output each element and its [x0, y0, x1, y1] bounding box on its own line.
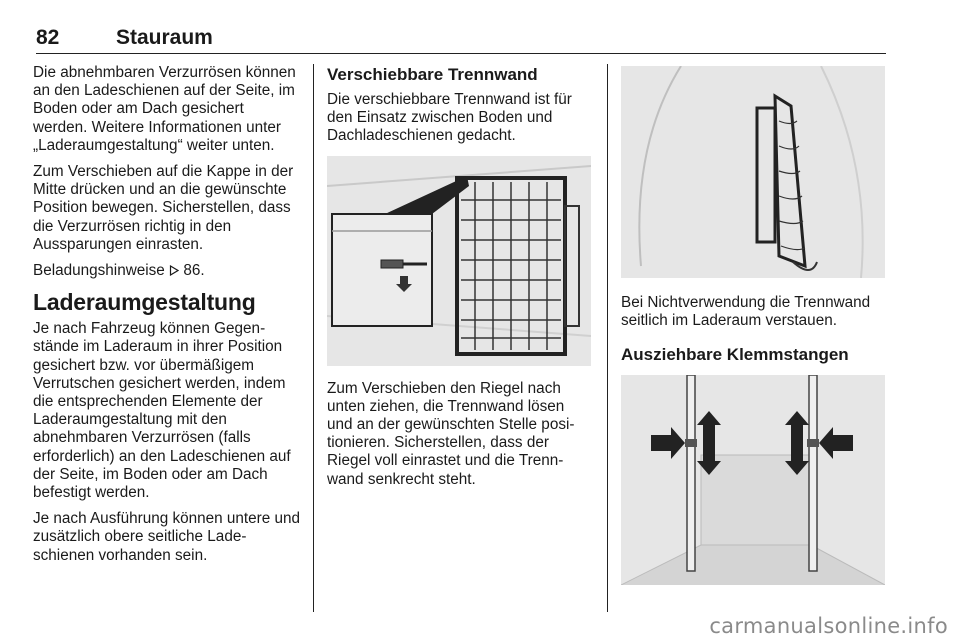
reference-link[interactable]: 86.: [183, 262, 205, 280]
section-heading: Laderaumgestaltung: [33, 289, 256, 316]
illustration-stowed-partition: [621, 66, 885, 278]
page-number: 82: [36, 26, 60, 49]
illustration-sliding-partition: [327, 156, 591, 366]
paragraph: Zum Verschieben auf die Kappe in der Mitte drücken und an die gewünschte Position bewegen. Sicherstellen, dass die Verzurrösen richtig in den Aussparungen einrasten.: [33, 163, 294, 253]
column-1: [33, 64, 301, 573]
reference-text: Beladungshinweise: [33, 262, 165, 280]
paragraph: Die verschiebbare Trennwand ist für den Einsatz zwischen Boden und Dachladeschienen gedacht.: [327, 91, 572, 145]
subsection-heading: Ausziehbare Klemmstangen: [621, 345, 849, 365]
subsection-heading: Verschiebbare Trennwand: [327, 65, 538, 84]
column-divider-2: [607, 64, 608, 612]
illustration-telescopic-bars: [621, 375, 885, 585]
reference-paragraph: [33, 262, 301, 280]
column-2: [327, 64, 593, 497]
column-divider-1: [313, 64, 314, 612]
paragraph: Je nach Ausführung können untere und zusätzlich obere seitliche Ladeschienen vorhanden sein.: [33, 510, 301, 564]
paragraph: Bei Nichtverwendung die Trennwand seitlich im Laderaum verstauen.: [621, 294, 871, 330]
watermark: carmanualsonline.info: [709, 614, 948, 638]
header-rule: [36, 53, 886, 54]
column-3: [621, 64, 887, 585]
triangle-right-icon: [169, 262, 183, 279]
paragraph: Zum Verschieben den Riegel nach unten ziehen, die Trennwand lösen und an der gewünschten Stelle positionieren. Sicherstellen, dass der Riegel voll einrastet und die Trennwand senkrecht steht.: [327, 379, 575, 488]
page-header: [36, 26, 886, 52]
paragraph: Je nach Fahrzeug können Gegenstände im Laderaum in ihrer Position gesichert bzw. vor übermäßigem Verrutschen gesichert werden, indem die entsprechenden Elemente der Laderaumgestaltung mit den abnehmbaren Verzurrösen (falls erforderlich) an den Ladeschienen auf der Seite, im Boden oder am Dach befestigt werden.: [33, 320, 291, 502]
paragraph: Die abnehmbaren Verzurrösen können an den Ladeschienen auf der Seite, im Boden oder am Dach gesichert werden. Weitere Informationen unter „Laderaumgestaltung“ weiter unten.: [33, 64, 296, 154]
chapter-title: Stauraum: [116, 26, 213, 49]
